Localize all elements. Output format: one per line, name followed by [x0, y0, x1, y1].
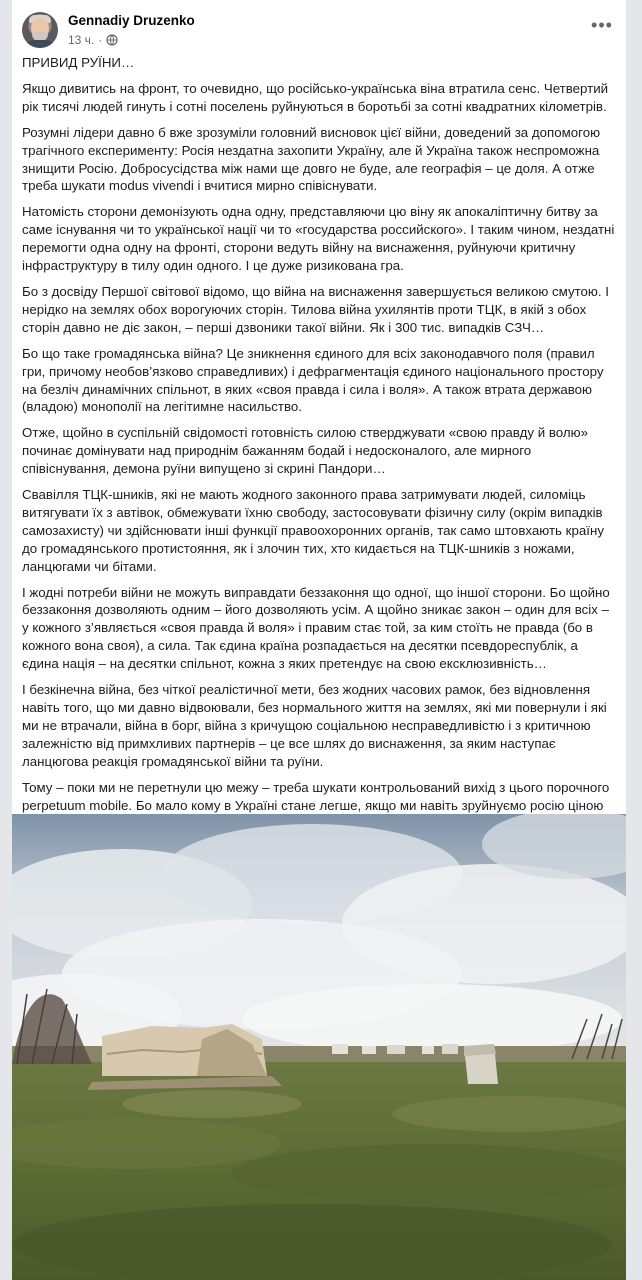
post-time[interactable]: 13 ч.	[68, 33, 95, 47]
post-meta	[68, 33, 118, 47]
paragraph: Тому – поки ми не перетнули цю межу – треба шукати контрольований вихід з цього порочного perpetuum mobile. Бо мало кому в Україні стане легше, якщо ми навіть зруйнуємо росію ціною	[22, 779, 610, 813]
post-card	[12, 0, 626, 1280]
globe-icon	[106, 34, 118, 46]
paragraph: Свавілля ТЦК-шників, які не мають жодного законного права затримувати людей, силоміць витягувати їх з автівок, обмежувати їхню свободу, застосовувати фізичну силу (окрім випадків самозахисту) чи здійснювати інші функції правоохоронних органів, так само штовхають країну до громадянського протистояння, як і злочин тих, хто кидається на ТЦК-шників з ножами, ланцюгами чи бітами.	[22, 487, 604, 574]
paragraph: І безкінечна війна, без чіткої реалістичної мети, без жодних часових рамок, без відновлення навіть того, що ми давно відвоювали, без нормального життя на землях, які ми повернули і які ми не втрачали, війна в борг, війна з кричущою соціальною несправедливістю і з критичною залежністю від примхливих партнерів – це все шлях до виснаження, за яким наступає ланцюгова реакція громадянської війни та руїни.	[22, 682, 607, 769]
paragraph: І жодні потреби війни не можуть виправдати беззаконня що одної, що іншої сторони. Бо щойно беззаконня дозволяють одним – його дозволяють усім. А щойно зникає закон – один для всіх – у кожного з’являється «своя правда й воля» і правим стає той, за ким стоїть не правда (бо в кожного вона своя), а сила. Так єдина країна розпадається на десятки псевдореспублік, а єдина нація – на десятки спільнот, кожна з яких претендує на свою ексклюзивність…	[22, 584, 610, 672]
post-photo[interactable]	[12, 814, 626, 1280]
paragraph: Натомість сторони демонізують одна одну, представляючи цю віну як апокаліптичну битву за саме існування чи то української нації чи то «государства российского». І таким чином, нездатні перемогти одна одну на фронті, сторони ведуть війну на виснаження, руйнуючи критичну інфраструктуру в тилу один одного. І це дуже ризикована гра.	[22, 204, 615, 274]
paragraph: Якщо дивитись на фронт, то очевидно, що російсько-українська віна втратила сенс. Четвертий рік тисячі людей гинуть і сотні поселень руйнуються в боротьбі за сотні квадратних кілометрів.	[22, 80, 609, 114]
paragraph: Бо з досвіду Першої світової відомо, що війна на виснаження завершується великою смутою. І нерідко на землях обох ворогуючих сторін. Тилова війна ухилянтів проти ТЦК, в якій з обох сторін давно не діє закон, – перші дзвоники такої війни. Як і 300 тис. випадків СЗЧ…	[22, 283, 609, 335]
post-header	[22, 12, 616, 52]
more-options-icon[interactable]: •••	[591, 15, 613, 35]
avatar[interactable]	[22, 12, 58, 48]
meta-separator: ·	[98, 33, 103, 47]
post-text	[22, 54, 616, 840]
post-title: ПРИВИД РУЇНИ…	[22, 55, 135, 70]
paragraph: Отже, щойно в суспільній свідомості готовність силою стверджувати «свою правду й волю» починає домінувати над природнім бажанням бодай і недосконалого, але мирного співіснування, демона руїни випущено зі скрині Пандори…	[22, 425, 589, 477]
author-name[interactable]: Gennadiy Druzenko	[68, 13, 195, 28]
paragraph: Розумні лідери давно б вже зрозуміли головний висновок цієї війни, доведений за допомогою трагічного експерименту: Росія нездатна захопити Україну, але й Україна також неспроможна знищити Росію. Добросусідства між нами ще довго не буде, але географія – це доля. А отже треба шукати modus vivendi і вчитися мирно співіснувати.	[22, 124, 601, 194]
ruins-landscape-photo	[12, 814, 626, 1280]
paragraph: Бо що таке громадянська війна? Це зникнення єдиного для всіх законодавчого поля (правил гри, причому необов’язково справедливих) і дефрагментація єдиного національного простору на безліч динамічних спільнот, в яких «своя правда і сила і воля». А також втрата державою (владою) монополії на легітимне насильство.	[22, 345, 604, 415]
